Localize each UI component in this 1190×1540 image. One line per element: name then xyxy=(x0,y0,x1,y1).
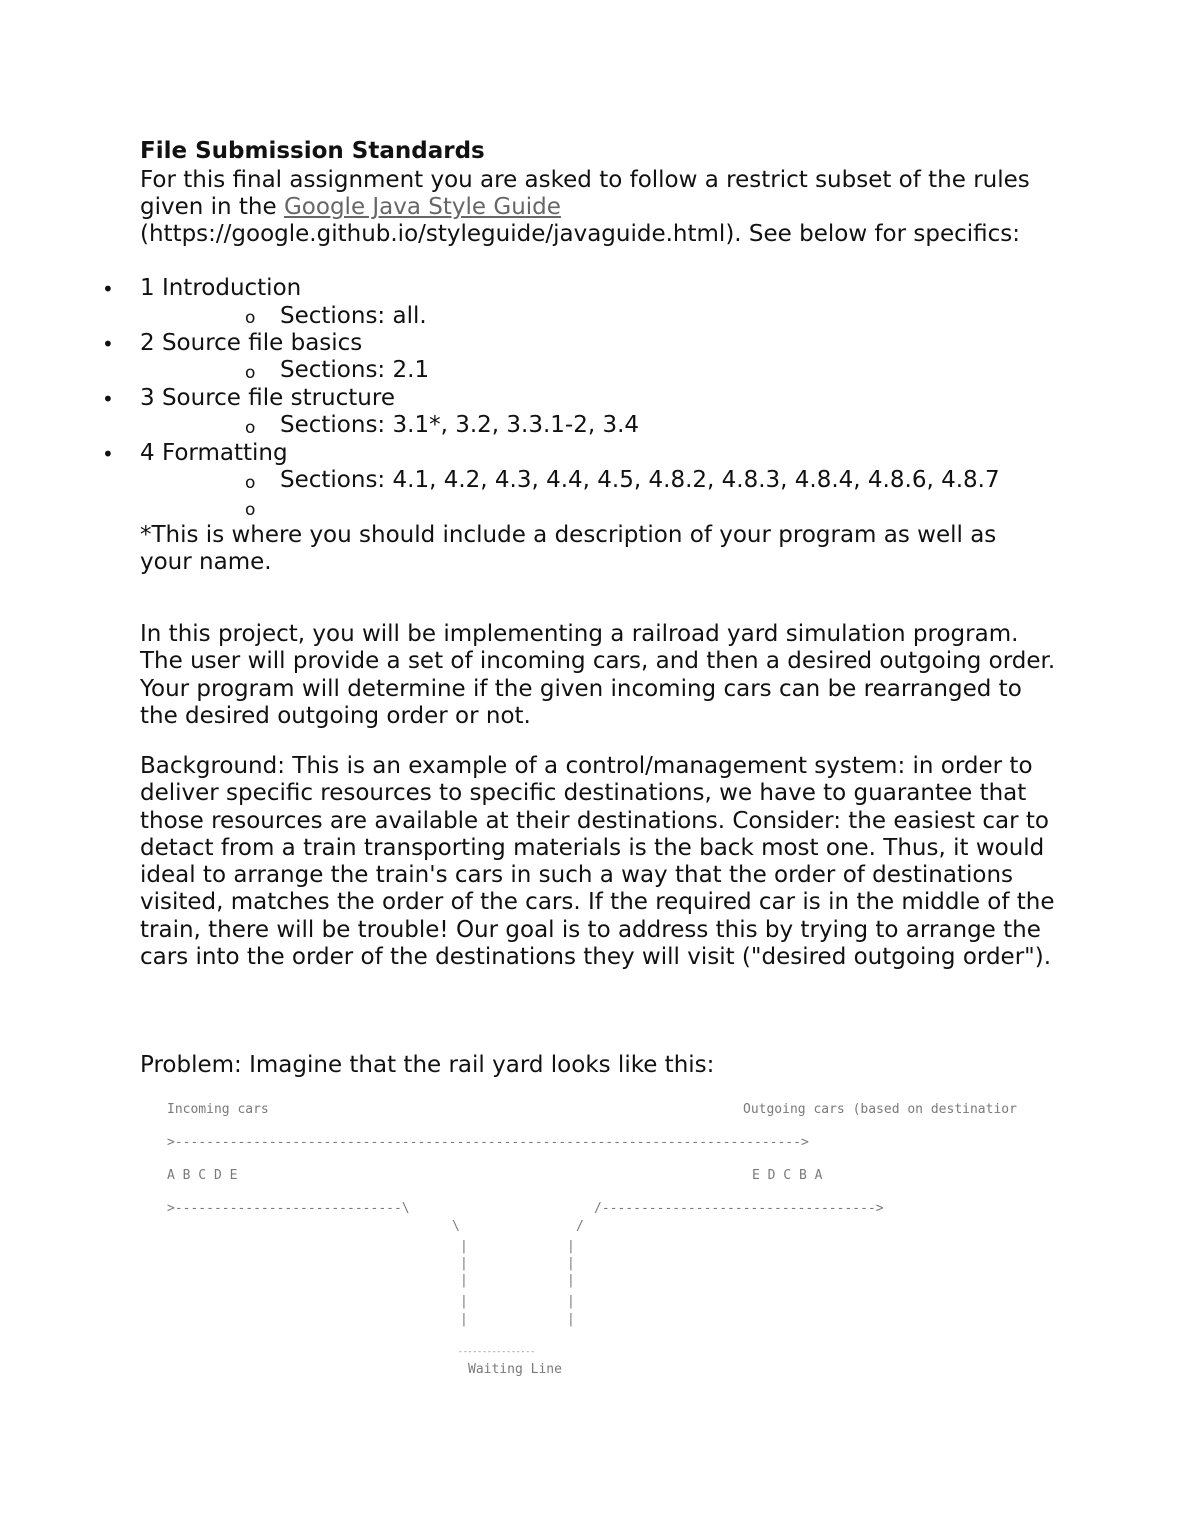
intro-line-2 xyxy=(140,194,561,221)
main-track: >--------------------------------------------------------------------------------> xyxy=(167,1135,809,1150)
incoming-cars: A B C D E xyxy=(167,1168,238,1183)
right-track: /-----------------------------------> xyxy=(594,1201,884,1216)
siding-wall-left: | xyxy=(460,1239,468,1254)
siding-wall-right: | xyxy=(567,1312,575,1327)
outline-item-label: 1 Introduction xyxy=(140,275,302,301)
outline-item-label: 4 Formatting xyxy=(140,440,288,466)
outline-item-label: 3 Source file structure xyxy=(140,385,395,411)
intro-line-1: For this final assignment you are asked to follow a restrict subset of the rules xyxy=(140,167,1030,193)
outline-item-label: 2 Source file basics xyxy=(140,330,363,356)
siding-wall-left: | xyxy=(460,1256,468,1271)
sub-bullet-icon: o xyxy=(245,363,256,383)
left-track-bend: \ xyxy=(452,1219,460,1234)
bullet-icon: • xyxy=(102,387,114,411)
siding-bottom: ---------------- xyxy=(458,1347,536,1356)
incoming-cars-label: Incoming cars xyxy=(167,1102,269,1117)
section-title: File Submission Standards xyxy=(140,138,485,164)
outline-sub-item: Sections: all. xyxy=(280,303,427,329)
style-guide-link[interactable]: Google Java Style Guide xyxy=(283,194,561,220)
right-track-bend: / xyxy=(576,1219,584,1234)
footnote: *This is where you should include a description of your program as well as your name. xyxy=(140,522,997,576)
intro-line-2-prefix: given in the xyxy=(140,194,284,220)
siding-wall-right: | xyxy=(567,1294,575,1309)
siding-wall-right: | xyxy=(567,1239,575,1254)
sub-bullet-icon: o xyxy=(245,473,256,493)
outline-sub-item: Sections: 4.1, 4.2, 4.3, 4.4, 4.5, 4.8.2, 4.8.3, 4.8.4, 4.8.6, 4.8.7 xyxy=(280,467,1000,493)
outgoing-cars-label: Outgoing cars (based on destinatior xyxy=(743,1102,1017,1117)
waiting-line-label: Waiting Line xyxy=(468,1362,562,1377)
outline-sub-item: Sections: 2.1 xyxy=(280,357,430,383)
sub-bullet-icon: o xyxy=(245,500,256,520)
outline-sub-item: Sections: 3.1*, 3.2, 3.3.1-2, 3.4 xyxy=(280,412,640,438)
siding-wall-left: | xyxy=(460,1294,468,1309)
sub-bullet-icon: o xyxy=(245,308,256,328)
project-paragraph: In this project, you will be implementing a railroad yard simulation program. The user will provide a set of incoming cars, and then a desired outgoing order. Your program will determine if the given incoming cars can be rearranged to the desired outgoing order or not. xyxy=(140,621,1056,729)
siding-wall-right: | xyxy=(567,1256,575,1271)
sub-bullet-icon: o xyxy=(245,418,256,438)
bullet-icon: • xyxy=(102,332,114,356)
siding-wall-left: | xyxy=(460,1273,468,1288)
background-paragraph: Background: This is an example of a control/management system: in order to deliver specific resources to specific destinations, we have to guarantee that those resources are available at their destinations. Consider: the easiest car to detact from a train transporting materials is the back most one. Thus, it would ideal to arrange the train's cars in such a way that the order of destinations visited, matches the order of the cars. If the required car is in the middle of the train, there will be trouble! Our goal is to address this by trying to arrange the cars into the order of the destinations they will visit ("desired outgoing order"). xyxy=(140,753,1055,971)
bullet-icon: • xyxy=(102,277,114,301)
intro-line-3: (https://google.github.io/styleguide/javaguide.html). See below for specifics: xyxy=(140,221,1021,247)
outgoing-cars: E D C B A xyxy=(752,1168,823,1183)
left-track: >-----------------------------\ xyxy=(167,1201,410,1216)
siding-wall-left: | xyxy=(460,1312,468,1327)
siding-wall-right: | xyxy=(567,1273,575,1288)
bullet-icon: • xyxy=(102,442,114,466)
problem-line: Problem: Imagine that the rail yard looks like this: xyxy=(140,1052,715,1078)
